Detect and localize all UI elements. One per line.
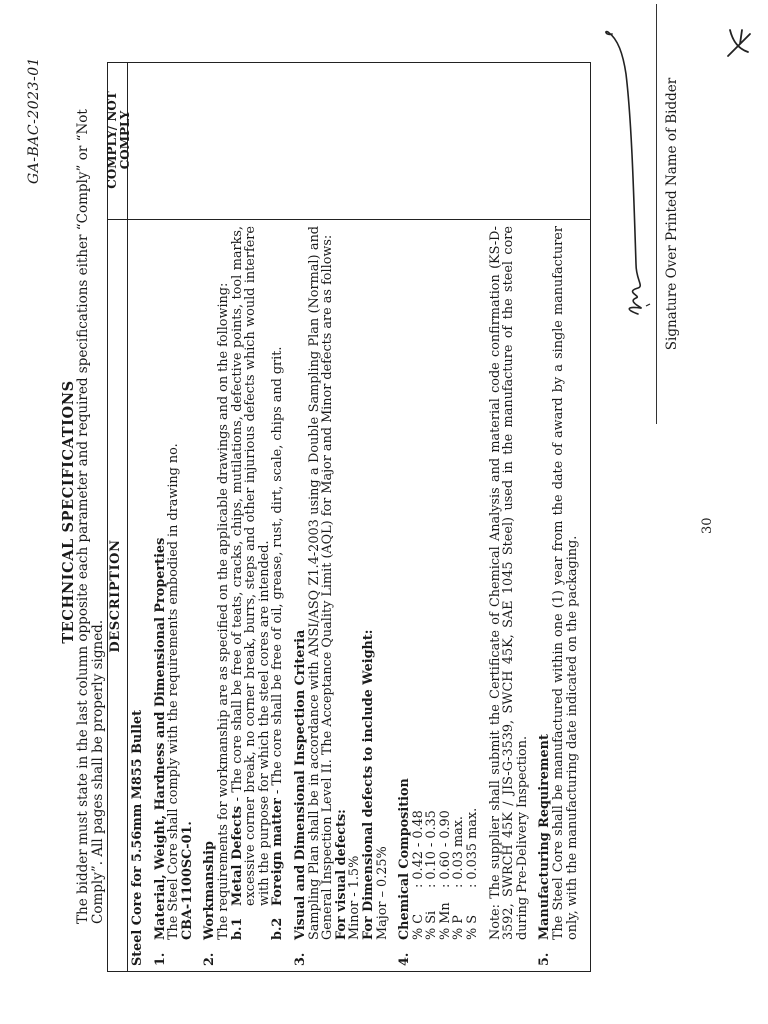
- sub-item-text: - The core shall be free of teats, cracks, chips, mutilations, defective points, tool marks, excessive corner break, no corner break, burrs, steps and other injurious defects which would interfere with the purpose for which the steel cores are intended.: [229, 226, 272, 906]
- item-text: The Steel Core shall comply with the requirements embodied in drawing no.: [166, 443, 182, 940]
- sub-item-number: b.2: [270, 917, 286, 940]
- chem-value: : 0.03 max.: [451, 816, 467, 888]
- spec-item-1: [154, 226, 195, 966]
- dimensional-defects-value: Major – 0.25%: [374, 846, 390, 940]
- page-title: TECHNICAL SPECIFICATIONS: [60, 380, 77, 644]
- chem-element: % Mn: [437, 902, 453, 940]
- item-text: The Steel Core shall be manufactured within one (1) year from the date of award by a single manufacturer only, with the manufacturing date indicated on the packaging.: [551, 226, 580, 940]
- handwritten-signature: [596, 24, 654, 324]
- dimensional-defects-label: For Dimensional defects to include Weight:: [360, 629, 376, 940]
- signature-caption: Signature Over Printed Name of Bidder: [664, 77, 680, 351]
- chem-element: % Si: [424, 910, 440, 940]
- item-number: 2.: [202, 952, 218, 966]
- item-number: 5.: [537, 952, 553, 966]
- sub-item-label: Foreign matter: [270, 798, 286, 906]
- column-divider: [107, 219, 591, 220]
- chem-value: : 0.10 - 0.35: [424, 810, 440, 888]
- sub-item-metal-defects: [231, 226, 272, 940]
- visual-defects-value: Minor - 1.5%: [347, 855, 363, 940]
- instruction-text: The bidder must state in the last column opposite each parameter and required specifications either “Comply” or “Not Comply”. All pages shall be properly signed.: [75, 109, 106, 924]
- handwritten-initials: [722, 24, 756, 64]
- item-heading: Chemical Composition: [397, 778, 413, 940]
- column-header-description: DESCRIPTION: [108, 539, 123, 653]
- item-number: 4.: [397, 952, 413, 966]
- page-number: 30: [700, 517, 715, 534]
- document-code: GA-BAC-2023-01: [26, 56, 42, 184]
- spec-item-4: [398, 226, 529, 966]
- row-title: Steel Core for 5.56mm M855 Bullet: [130, 710, 145, 966]
- spec-item-3: [294, 226, 389, 966]
- sub-item-label: Metal Defects: [229, 805, 245, 906]
- chem-element: % C: [410, 913, 426, 940]
- item-heading: Manufacturing Requirement: [537, 734, 553, 940]
- item-text: Sampling Plan shall be in accordance with ANSI/ASQ Z1.4-2003 using a Double Sampling Plan (Normal) and General Inspection Level II. The Acceptance Quality Limit (AQL) for Major and Minor defects are as follows:: [306, 226, 336, 940]
- chem-value: : 0.60 - 0.90: [437, 810, 453, 888]
- chem-row: [412, 226, 426, 940]
- item-heading: Visual and Dimensional Inspection Criteria: [292, 629, 308, 940]
- chem-row: [452, 226, 466, 940]
- chem-row: [466, 226, 480, 940]
- sub-item-foreign-matter: [271, 226, 285, 940]
- chem-row: [425, 226, 439, 940]
- item-heading: Material, Weight, Hardness and Dimensional Properties: [152, 537, 168, 940]
- table-body: [131, 226, 579, 966]
- chem-element: % S: [465, 915, 481, 940]
- item-heading: Workmanship: [202, 841, 218, 940]
- drawing-reference: CBA-1100SC-01.: [179, 821, 195, 940]
- signature-line: [656, 4, 657, 424]
- column-header-comply: COMPLY/ NOT COMPLY: [105, 91, 132, 189]
- sub-item-text: - The core shall be free of oil, grease, rust, dirt, scale, chips and grit.: [270, 346, 286, 799]
- chem-element: % P: [451, 915, 467, 940]
- spec-item-2: [203, 226, 285, 966]
- chem-note: Note: The supplier shall submit the Certificate of Chemical Analysis and material code confirmation (KS-D-3592, SWRCH 45K / JIS-G-3539, SWCH 45K, SAE 1045 Steel) used in the manufacture of the steel core during Pre-Delivery Inspection.: [487, 226, 530, 940]
- chem-value: : 0.42 - 0.48: [410, 810, 426, 888]
- item-text: The requirements for workmanship are as specified on the applicable drawings and on the following:: [215, 282, 231, 940]
- chem-value: : 0.035 max.: [465, 807, 481, 888]
- item-number: 3.: [292, 952, 308, 966]
- item-number: 1.: [152, 952, 168, 966]
- sub-item-number: b.1: [229, 917, 245, 940]
- visual-defects-label: For visual defects:: [333, 809, 349, 940]
- chem-row: [439, 226, 453, 940]
- spec-item-5: [538, 226, 579, 966]
